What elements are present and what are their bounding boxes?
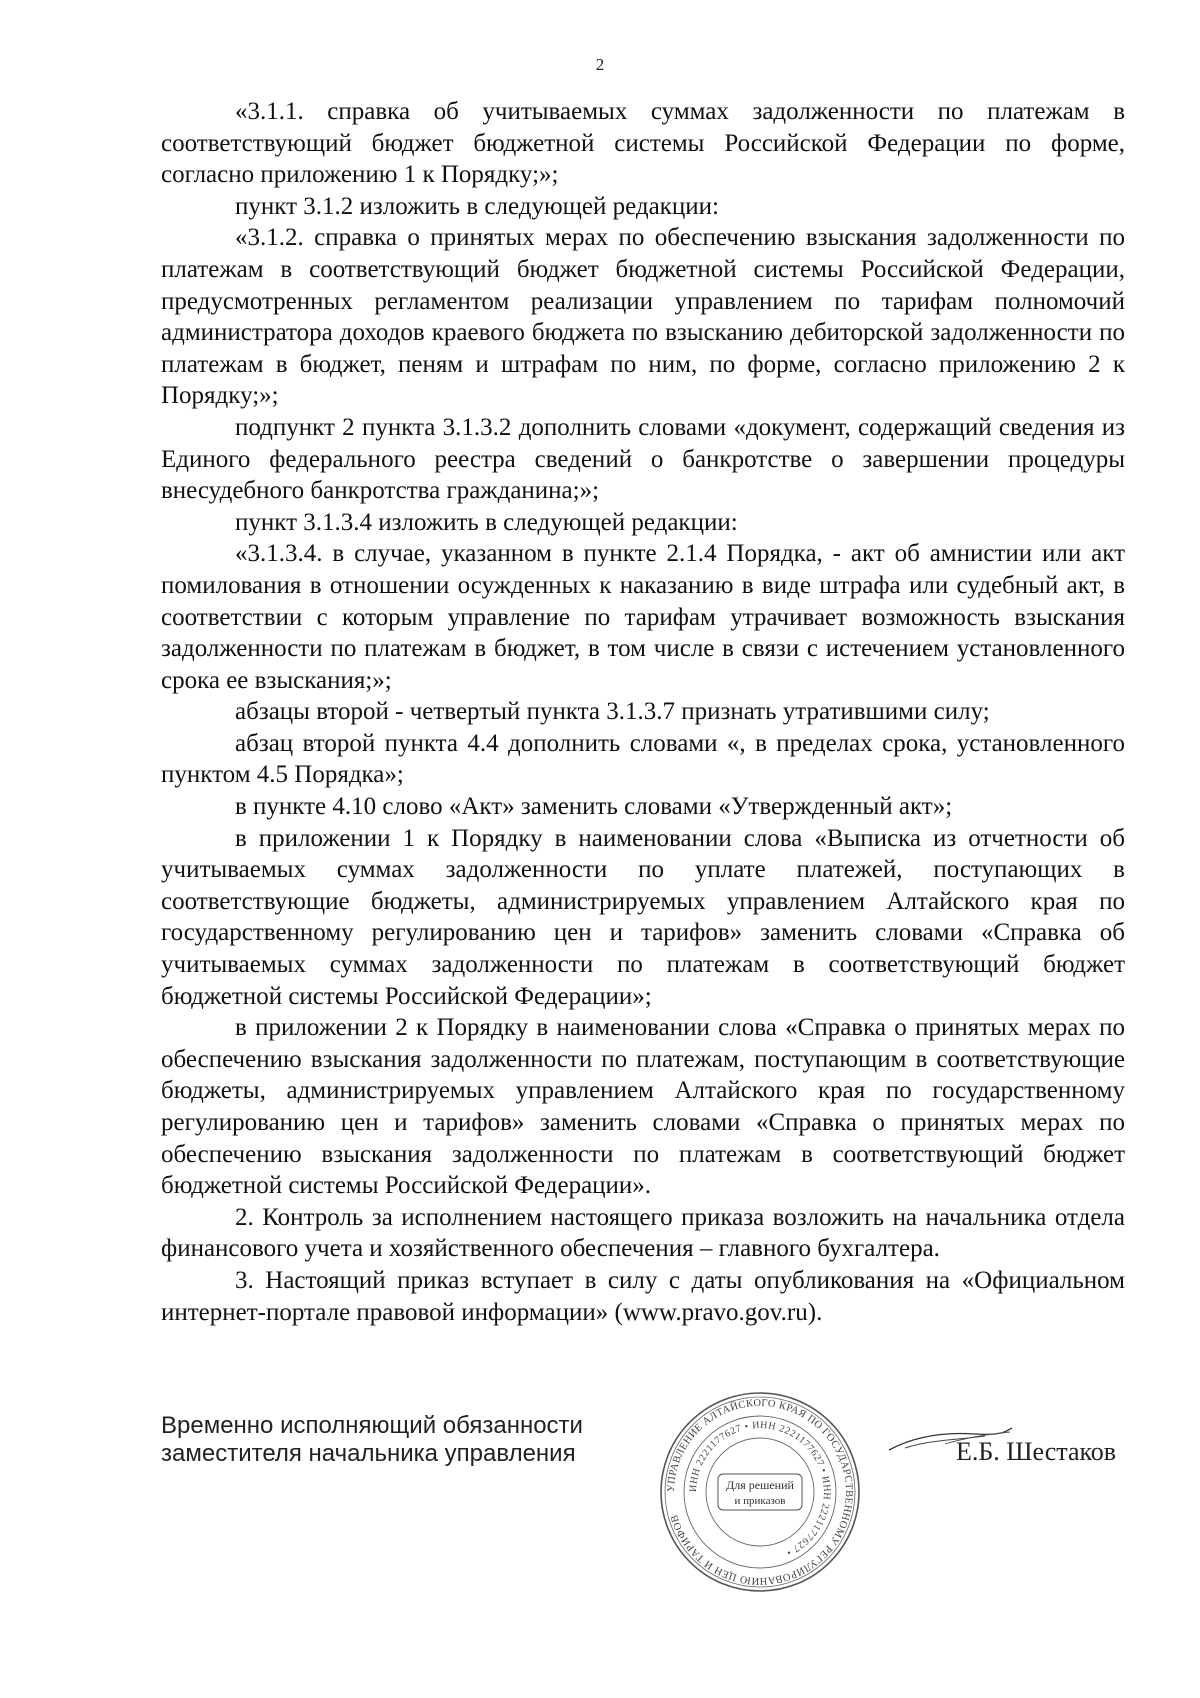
signatory-title-line: заместителя начальника управления [161,1440,576,1467]
paragraph: «3.1.2. справка о принятых мерах по обеспечению взыскания задолженности по платежам в соответствующий бюджет бюджетной системы Российской Федерации, предусмотренных регламентом реализации управлением по тарифам полномочий администратора доходов краевого бюджета по взысканию дебиторской задолженности по платежам в бюджет, пеням и штрафам по ним, по форме, согласно приложению 2 к Порядку;»; [161,224,1125,410]
paragraph: абзацы второй - четвертый пункта 3.1.3.7 признать утратившими силу; [235,698,990,726]
signatory-name: Е.Б. Шестаков [956,1437,1117,1466]
paragraph: пункт 3.1.3.4 изложить в следующей редакции: [235,508,738,536]
official-seal [658,1390,862,1594]
document-body [161,96,1125,1328]
seal-inn-text: ИНН 2221177627 • ИНН 2221177627 • ИНН 2221177627 • [687,1419,833,1558]
signatory-title-line: Временно исполняющий обязанности [161,1412,583,1439]
paragraph: «3.1.1. справка об учитываемых суммах задолженности по платежам в соответствующий бюджет бюджетной системы Российской Федерации по форме, согласно приложению 1 к Порядку;»; [161,98,1125,189]
paragraph: абзац второй пункта 4.4 дополнить словами «, в пределах срока, установленного пунктом 4.5 Порядка»; [161,729,1125,789]
paragraph: подпункт 2 пункта 3.1.3.2 дополнить словами «документ, содержащий сведения из Единого федерального реестра сведений о банкротстве о завершении процедуры внесудебного банкротства гражданина;»; [161,413,1125,505]
paragraph: в пункте 4.10 слово «Акт» заменить словами «Утвержденный акт»; [235,793,953,821]
paragraph: 2. Контроль за исполнением настоящего приказа возложить на начальника отдела финансового учета и хозяйственного обеспечения – главного бухгалтера. [161,1203,1125,1263]
seal-outer-text: УПРАВЛЕНИЕ АЛТАЙСКОГО КРАЯ ПО ГОСУДАРСТВЕННОМУ РЕГУЛИРОВАНИЮ ЦЕН И ТАРИФОВ [665,1397,855,1587]
paragraph: в приложении 1 к Порядку в наименовании слова «Выписка из отчетности об учитываемых суммах задолженности по уплате платежей, поступающих в соответствующие бюджеты, администрируемых управлением Алтайского края по государственному регулированию цен и тарифов» заменить словами «Справка об учитываемых суммах задолженности по платежам в соответствующий бюджет бюджетной системы Российской Федерации»; [161,824,1125,1010]
paragraph: 3. Настоящий приказ вступает в силу с даты опубликования на «Официальном интернет-портале правовой информации» (www.pravo.gov.ru). [161,1266,1125,1326]
paragraph: в приложении 2 к Порядку в наименовании слова «Справка о принятых мерах по обеспечению взыскания задолженности по платежам, поступающим в соответствующие бюджеты, администрируемых управлением Алтайского края по государственному регулированию цен и тарифов» заменить словами «Справка о принятых мерах по обеспечению взыскания задолженности по платежам в соответствующий бюджет бюджетной системы Российской Федерации». [161,1014,1125,1200]
paragraph: пункт 3.1.2 изложить в следующей редакции: [235,192,719,220]
page-number: 2 [595,55,605,74]
seal-center-text: и приказов [734,1495,786,1507]
paragraph: «3.1.3.4. в случае, указанном в пункте 2.1.4 Порядка, - акт об амнистии или акт помилования в отношении осужденных к наказанию в виде штрафа или судебный акт, в соответствии с которым управление по тарифам утрачивает возможность взыскания задолженности по платежам в бюджет, в том числе в связи с истечением установленного срока ее взыскания;»; [161,540,1125,694]
seal-center-text: Для решений [726,1478,794,1492]
signatory-title [161,1412,583,1468]
